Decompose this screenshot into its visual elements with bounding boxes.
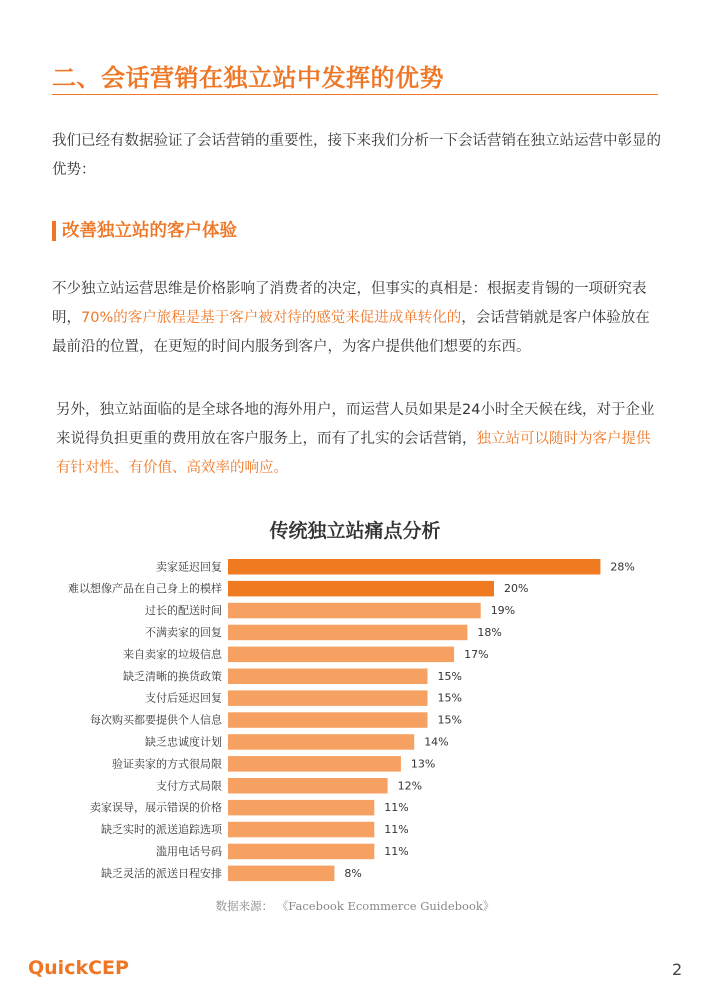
category-label: 卖家延迟回复 <box>156 560 222 574</box>
value-label: 15% <box>437 713 462 727</box>
highlight-text: 70%的客户旅程是基于客户被对待的感觉来促进成单转化的 <box>81 310 462 326</box>
quickcep-logo <box>28 957 129 979</box>
bar <box>228 734 414 750</box>
bar <box>228 800 374 816</box>
value-label: 18% <box>477 625 502 639</box>
bar <box>228 647 454 663</box>
category-label: 支付方式局限 <box>156 779 222 793</box>
section-title: 二、会话营销在独立站中发挥的优势 <box>52 64 444 92</box>
category-label: 卖家误导，展示错误的价格 <box>90 801 222 815</box>
bar <box>228 669 428 685</box>
value-label: 11% <box>384 844 409 858</box>
bar <box>228 625 467 641</box>
paragraph-global-users <box>56 396 662 483</box>
logo-cep: CEP <box>88 957 129 979</box>
paragraph-text: 另外，独立站面临的是全球各地的海外用户，而运营人员如果是24小时全天候在线，对于企业来说得负担更重的费用放在客户服务上，而有了扎实的会话营销， <box>56 402 655 447</box>
bar <box>228 603 481 619</box>
bar <box>228 756 401 772</box>
value-label: 19% <box>490 604 516 618</box>
category-label: 缺乏忠诚度计划 <box>145 735 222 749</box>
category-label: 不满卖家的回复 <box>145 625 222 639</box>
value-label: 14% <box>424 735 449 749</box>
intro-paragraph: 我们已经有数据验证了会话营销的重要性，接下来我们分析一下会话营销在独立站运营中彰显的优势： <box>52 133 661 178</box>
bar <box>228 690 428 706</box>
bar <box>228 866 334 882</box>
highlight-text: 独立站可以随时为客户提供有针对性、有价值、高效率的响应。 <box>56 431 651 476</box>
category-label: 缺乏实时的派送追踪选项 <box>101 823 222 837</box>
value-label: 8% <box>344 866 362 880</box>
chart-title: 传统独立站痛点分析 <box>269 520 441 542</box>
value-label: 17% <box>464 647 489 661</box>
page-number: 2 <box>672 960 683 979</box>
value-label: 15% <box>437 669 462 683</box>
value-label: 20% <box>504 582 529 596</box>
value-label: 11% <box>384 823 409 837</box>
bar <box>228 581 494 597</box>
paragraph-text: 不少独立站运营思维是价格影响了消费者的决定，但事实的真相是：根据麦肯锡的一项研究表明， <box>52 281 647 326</box>
logo-uick: uick <box>44 957 89 979</box>
category-label: 难以想像产品在自己身上的模样 <box>68 582 222 596</box>
value-label: 12% <box>397 779 423 793</box>
subsection-title: 改善独立站的客户体验 <box>62 221 237 241</box>
category-label: 缺乏清晰的换货政策 <box>123 669 222 683</box>
value-label: 15% <box>437 691 462 705</box>
category-label: 滥用电话号码 <box>156 844 222 858</box>
bar <box>228 559 600 575</box>
logo-q: Q <box>28 957 45 979</box>
paragraph-customer-experience <box>52 275 662 362</box>
value-label: 11% <box>384 801 409 815</box>
bar <box>228 712 428 728</box>
title-divider <box>52 94 658 95</box>
category-label: 支付后延迟回复 <box>145 691 222 705</box>
bar <box>228 822 374 838</box>
category-label: 每次购买都要提供个人信息 <box>90 713 222 727</box>
bar <box>228 844 374 860</box>
category-label: 来自卖家的垃圾信息 <box>123 647 222 661</box>
paragraph-text: ，会话营销就是客户体验放在最前沿的位置，在更短的时间内服务到客户，为客户提供他们想要的东西。 <box>52 310 650 355</box>
chart-source: 数据来源： 《Facebook Ecommerce Guidebook》 <box>215 899 495 913</box>
category-label: 过长的配送时间 <box>145 604 222 618</box>
value-label: 13% <box>410 757 436 771</box>
category-label: 缺乏灵活的派送日程安排 <box>101 866 222 880</box>
bar <box>228 778 388 794</box>
bar-chart <box>0 556 710 886</box>
value-label: 28% <box>610 560 635 574</box>
category-label: 验证卖家的方式很局限 <box>112 757 222 771</box>
subsection-marker <box>52 221 56 241</box>
